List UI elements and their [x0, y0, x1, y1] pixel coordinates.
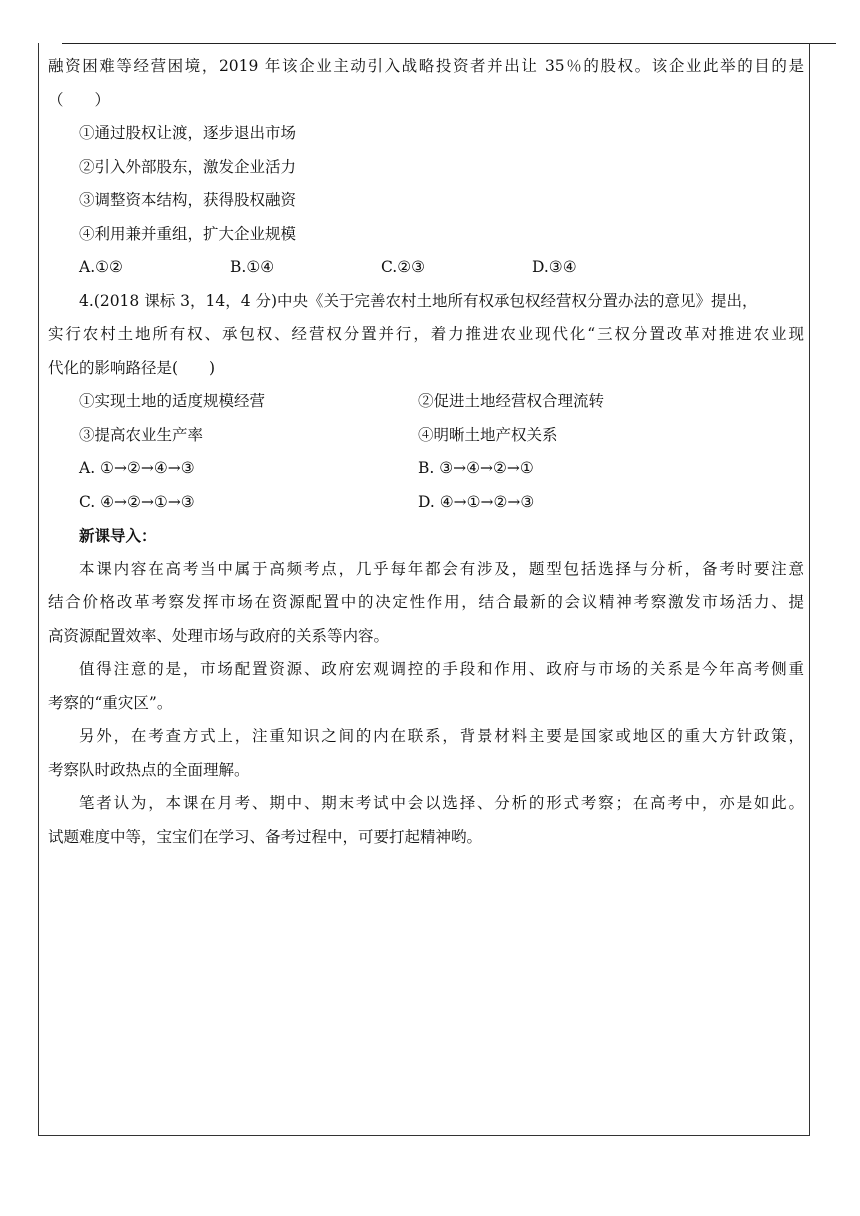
intro-paragraph-line: 试题难度中等，宝宝们在学习、备考过程中，可要打起精神哟。 — [48, 827, 483, 846]
q3-stem-line: 融资困难等经营困境，2019 年该企业主动引入战略投资者并出让 35％的股权。该企业此举的目的是 — [48, 57, 804, 75]
intro-paragraph-line: 另外，在考查方式上，注重知识之间的内在联系，背景材料主要是国家或地区的重大方针政策， — [79, 727, 804, 745]
q3-stem-line: （ ） — [48, 90, 111, 109]
q4-option-c: C. ④→②→①→③ — [79, 492, 195, 511]
intro-paragraph-line: 值得注意的是，市场配置资源、政府宏观调控的手段和作用、政府与市场的关系是今年高考侧重 — [79, 660, 804, 678]
q4-item-2: ②促进土地经营权合理流转 — [418, 392, 605, 410]
q4-options-row — [48, 486, 804, 520]
q3-options — [48, 251, 804, 285]
intro-paragraph-line: 笔者认为，本课在月考、期中、期末考试中会以选择、分析的形式考察；在高考中，亦是如此。 — [79, 794, 804, 812]
intro-paragraph-line: 结合价格改革考察发挥市场在资源配置中的决定性作用，结合最新的会议精神考察激发市场活力、提 — [48, 593, 804, 611]
q3-option-a: A.①② — [79, 258, 123, 276]
q4-stem-line: 4.(2018 课标 3，14，4 分)中央《关于完善农村土地所有权承包权经营权分置办法的意见》提出， — [79, 291, 758, 310]
intro-paragraph-line: 考察队时政热点的全面理解。 — [48, 760, 250, 779]
q4-item-1: ①实现土地的适度规模经营 — [79, 392, 266, 410]
q4-option-d: D. ④→①→②→③ — [418, 492, 535, 511]
q4-items-row — [48, 419, 804, 453]
q3-item-1: ①通过股权让渡，逐步退出市场 — [79, 124, 297, 142]
q4-items-row — [48, 385, 804, 419]
q3-option-b: B.①④ — [230, 258, 275, 276]
q3-option-c: C.②③ — [381, 258, 426, 276]
intro-paragraph-line: 本课内容在高考当中属于高频考点，几乎每年都会有涉及，题型包括选择与分析，备考时要注意 — [79, 559, 804, 578]
intro-paragraph-line: 高资源配置效率、处理市场与政府的关系等内容。 — [48, 626, 390, 645]
q3-option-d: D.③④ — [532, 258, 577, 276]
q4-option-a: A. ①→②→④→③ — [79, 459, 195, 477]
q4-options-row — [48, 452, 804, 486]
q4-option-b: B. ③→④→②→① — [418, 459, 534, 477]
q3-item-4: ④利用兼并重组，扩大企业规模 — [79, 224, 297, 243]
q4-stem-line: 代化的影响路径是( ) — [48, 358, 216, 377]
document-body — [48, 50, 804, 854]
intro-paragraph-line: 考察的“重灾区”。 — [48, 693, 173, 712]
q4-item-3: ③提高农业生产率 — [79, 425, 204, 444]
q3-item-2: ②引入外部股东，激发企业活力 — [79, 157, 297, 176]
q4-stem-line: 实行农村土地所有权、承包权、经营权分置并行，着力推进农业现代化“三权分置改革对推进农业现 — [48, 325, 804, 343]
q3-item-3: ③调整资本结构，获得股权融资 — [79, 191, 297, 209]
q4-item-4: ④明晰土地产权关系 — [418, 425, 558, 444]
intro-heading: 新课导入： — [79, 526, 157, 545]
